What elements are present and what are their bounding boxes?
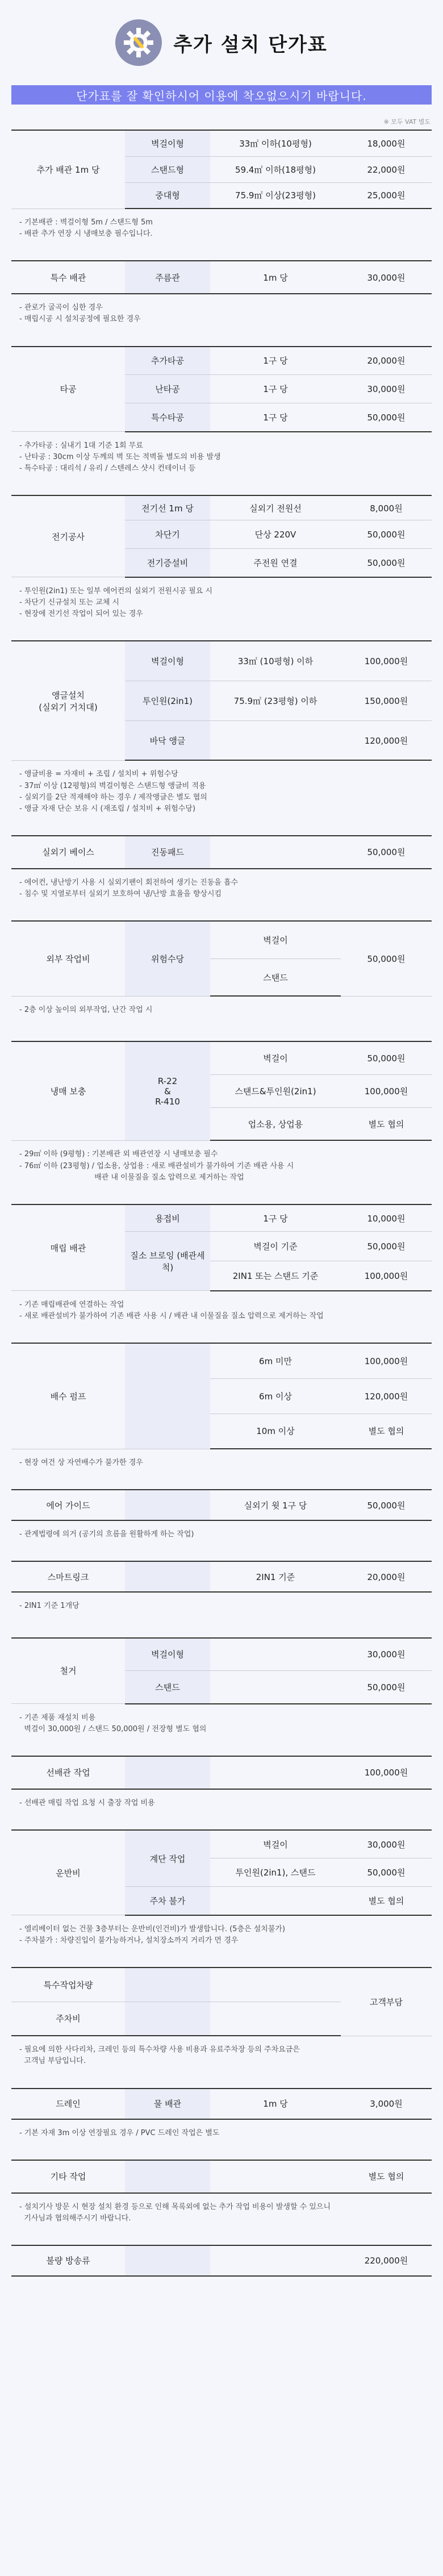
price-cell: 50,000원: [341, 1671, 432, 1704]
price-cell: 120,000원: [341, 1378, 432, 1414]
row-label: 타공: [11, 347, 125, 432]
section-base: [11, 835, 432, 900]
price-cell: 100,000원: [341, 641, 432, 681]
row-label: 매립 배관: [11, 1204, 125, 1291]
price-cell: 50,000원: [341, 921, 432, 996]
price-cell: 8,000원: [341, 495, 432, 520]
spec-cell: 1구 당: [210, 1204, 341, 1232]
spec-cell: 1구 당: [210, 347, 341, 375]
category-cell: 난타공: [125, 375, 210, 403]
spec-cell: 단상 220V: [210, 520, 341, 549]
page-header: [0, 0, 443, 85]
note-line: - 에어컨, 냉난방기 사용 시 실외기팬이 회전하여 생기는 진동을 흡수: [19, 878, 239, 887]
notes: [11, 1449, 432, 1469]
price-cell: 50,000원: [341, 1041, 432, 1074]
spec-cell: 1m 당: [210, 261, 341, 294]
category-cell: [125, 1756, 210, 1789]
section-special-pipe: [11, 260, 432, 325]
spec-cell: 투인원(2in1), 스탠드: [210, 1858, 341, 1887]
note-line: - 차단기 신규설치 또는 교체 시: [19, 598, 120, 607]
notes: [11, 1790, 432, 1809]
price-table: [11, 2088, 432, 2120]
category-cell: 전기증설비: [125, 549, 210, 577]
category-cell: [125, 2160, 210, 2193]
price-cell: 3,000원: [341, 2089, 432, 2119]
notes: [11, 997, 432, 1016]
spec-cell: 벽걸이: [210, 921, 341, 958]
note-line: - 배관 추가 연장 시 냉매보충 필수입니다.: [19, 230, 153, 239]
row-label: 배수 펌프: [11, 1343, 125, 1449]
category-cell: 벽걸이형: [125, 641, 210, 681]
section-pipe: [11, 130, 432, 240]
note-line: - 필요에 의한 사다리차, 크레인 등의 특수차량 사용 비용과 유료주차장 등의 주차요금은 고객님 부담입니다.: [19, 2045, 300, 2066]
row-label: [11, 641, 125, 760]
category-cell: [125, 1490, 210, 1520]
notes: [11, 761, 432, 815]
price-cell: 50,000원: [341, 403, 432, 432]
spec-cell: 2IN1 기준: [210, 1561, 341, 1592]
notes: [11, 209, 432, 240]
price-cell: 100,000원: [341, 1261, 432, 1291]
section-electric: [11, 495, 432, 620]
category-cell: 물 배관: [125, 2089, 210, 2119]
row-label: 냉매 보충: [11, 1041, 125, 1140]
price-table: [11, 1204, 432, 1291]
section-buried-pipe: [11, 1204, 432, 1322]
notes: [11, 1141, 432, 1183]
note-line: - 투인원(2in1) 또는 일부 에어컨의 실외기 전원시공 필요 시: [19, 586, 213, 595]
spec-cell: 59.4㎡ 이하(18평형): [210, 156, 341, 182]
price-cell: 별도 협의: [341, 1887, 432, 1915]
note-line: - 현장에 전기선 작업이 되어 있는 경우: [19, 610, 143, 619]
vat-note: ※ 모두 VAT 별도: [383, 118, 431, 126]
section-transport: [11, 1829, 432, 1946]
row-label: 에어 가이드: [11, 1490, 125, 1520]
section-removal: [11, 1637, 432, 1735]
row-label: 전기공사: [11, 495, 125, 577]
section-special-vehicle: [11, 1967, 432, 2067]
price-table: [11, 2160, 432, 2194]
spec-cell: 1구 당: [210, 375, 341, 403]
spec-cell: 스탠드: [210, 958, 341, 996]
price-table: [11, 920, 432, 997]
notes: [11, 578, 432, 620]
spec-cell: 1m 당: [210, 2089, 341, 2119]
category-cell: 투인원(2in1): [125, 681, 210, 720]
price-cell: 50,000원: [341, 520, 432, 549]
spec-cell: [210, 836, 341, 869]
spec-cell: 75.9㎡ (23평형) 이하: [210, 681, 341, 720]
price-table: [11, 1561, 432, 1593]
spec-cell: 6m 미만: [210, 1343, 341, 1378]
price-table: [11, 495, 432, 578]
notes: [11, 1593, 432, 1612]
spec-cell: 10m 이상: [210, 1414, 341, 1449]
spec-cell: 스탠드&투인원(2in1): [210, 1074, 341, 1107]
spec-cell: [210, 1756, 341, 1789]
row-label: 추가 배관 1m 당: [11, 130, 125, 209]
note-line: - 설치기사 방문 시 현장 설치 환경 등으로 인해 목록외에 없는 추가 작업 비용이 발생할 수 있으니 기사님과 협의해주시기 바랍니다.: [19, 2202, 331, 2223]
price-cell: 30,000원: [341, 1830, 432, 1858]
notes: [11, 869, 432, 900]
price-cell: 30,000원: [341, 1638, 432, 1671]
note-line: - 주차불가 : 차량진입이 불가능하거나, 설치장소까지 거리가 먼 경우: [19, 1936, 239, 1945]
spec-cell: [210, 1638, 341, 1671]
note-line: - 기본 자재 3m 이상 연장필요 경우 / PVC 드레인 작업은 별도: [19, 2128, 220, 2137]
category-cell: 진동패드: [125, 836, 210, 869]
price-cell: 50,000원: [341, 1490, 432, 1520]
price-table: [11, 346, 432, 432]
category-cell: 추가타공: [125, 347, 210, 375]
note-line: - 난타공 : 30cm 이상 두께의 벽 또는 적벽돌 별도의 비용 발생: [19, 452, 221, 461]
category-cell: 용접비: [125, 1204, 210, 1232]
category-cell: 차단기: [125, 520, 210, 549]
row-label: 드레인: [11, 2089, 125, 2119]
spec-cell: [210, 720, 341, 760]
category-cell: [125, 2245, 210, 2276]
price-cell: 22,000원: [341, 156, 432, 182]
price-table: [11, 1343, 432, 1449]
spec-cell: [210, 2160, 341, 2193]
section-etc: [11, 2160, 432, 2224]
row-label: 특수작업차량: [11, 1968, 125, 2002]
section-last: [11, 2245, 432, 2277]
spec-cell: 실외기 전원선: [210, 495, 341, 520]
spec-cell: 벽걸이: [210, 1041, 341, 1074]
row-label-sub: (실외기 거치대): [39, 702, 98, 712]
spec-cell: 75.9㎡ 이상(23평형): [210, 182, 341, 209]
price-table: [11, 1637, 432, 1704]
spec-cell: 2IN1 또는 스탠드 기준: [210, 1261, 341, 1291]
price-cell: 고객부담: [341, 1968, 432, 2036]
price-cell: 18,000원: [341, 130, 432, 156]
price-table: [11, 1489, 432, 1521]
note-line: - 앵글비용 = 자재비 + 조립 / 설치비 + 위험수당: [19, 770, 178, 779]
page-title: 추가 설치 단가표: [173, 33, 328, 56]
spec-cell: [210, 1968, 341, 2002]
section-smart-link: [11, 1561, 432, 1612]
notice-banner: 단가표를 잘 확인하시어 이용에 착오없으시기 바랍니다.: [11, 85, 432, 105]
note-line: - 앵글 자재 단순 보유 시 (재조립 / 설치비 + 위험수당): [19, 804, 196, 813]
notes: [11, 294, 432, 325]
price-table: [11, 1756, 432, 1790]
note-line: - 관로가 굴곡이 심한 경우: [19, 303, 103, 312]
section-angle: [11, 640, 432, 815]
spec-cell: 벽걸이: [210, 1830, 341, 1858]
price-cell: 30,000원: [341, 375, 432, 403]
note-line: - 추가타공 : 실내기 1대 기준 1회 무료: [19, 441, 143, 450]
price-table: [11, 1829, 432, 1916]
price-cell: 50,000원: [341, 549, 432, 577]
spec-cell: 벽걸이 기준: [210, 1232, 341, 1261]
row-label: 스마트링크: [11, 1561, 125, 1592]
spec-cell: 33㎡ (10평형) 이하: [210, 641, 341, 681]
note-line: - 선배관 매립 작업 요청 시 출장 작업 비용: [19, 1798, 155, 1807]
row-label: 기타 작업: [11, 2160, 125, 2193]
price-cell: 별도 협의: [341, 1107, 432, 1140]
section-height-work: [11, 920, 432, 1016]
note-line: - 기본배관 : 벽걸이형 5m / 스탠드형 5m: [19, 218, 153, 227]
category-cell: [125, 1968, 210, 2002]
note-line: - 특수타공 : 대리석 / 유리 / 스텐레스 샷시 컨테이너 등: [19, 464, 196, 473]
price-cell: 30,000원: [341, 261, 432, 294]
note-line: - 새로 배관설비가 불가하여 기존 배관 사용 시 / 배관 내 이물질을 질소 압력으로 제거하는 작업: [19, 1311, 324, 1320]
category-cell: R-22 & R-410: [125, 1041, 210, 1140]
category-cell: 질소 브로잉 (배관세척): [125, 1232, 210, 1291]
category-cell: 주차 불가: [125, 1887, 210, 1915]
category-cell: 벽걸이형: [125, 1638, 210, 1671]
section-drain-pump: [11, 1343, 432, 1469]
row-label: 운반비: [11, 1830, 125, 1915]
category-cell: 계단 작업: [125, 1830, 210, 1887]
price-cell: 50,000원: [341, 1232, 432, 1261]
price-table: [11, 2245, 432, 2277]
spec-cell: [210, 2245, 341, 2276]
category-cell: 위험수당: [125, 921, 210, 996]
spec-cell: 6m 이상: [210, 1378, 341, 1414]
price-cell: 별도 협의: [341, 2160, 432, 2193]
price-cell: 100,000원: [341, 1343, 432, 1378]
section-air-guide: [11, 1489, 432, 1540]
row-label: 실외기 베이스: [11, 836, 125, 869]
price-cell: 100,000원: [341, 1074, 432, 1107]
row-label: 철거: [11, 1638, 125, 1704]
section-drain: [11, 2088, 432, 2139]
row-label: 특수 배관: [11, 261, 125, 294]
category-cell: [125, 1561, 210, 1592]
price-cell: 20,000원: [341, 347, 432, 375]
gear-wrench-icon: [115, 19, 162, 66]
category-cell: [125, 2002, 210, 2036]
note-line: - 관계법령에 의거 (공기의 흐름을 원활하게 하는 작업): [19, 1530, 194, 1539]
price-table: [11, 835, 432, 869]
category-cell: 바닥 앵글: [125, 720, 210, 760]
notes: [11, 2036, 432, 2067]
price-cell: 220,000원: [341, 2245, 432, 2276]
price-cell: 10,000원: [341, 1204, 432, 1232]
price-table: [11, 260, 432, 294]
section-refrigerant: [11, 1041, 432, 1183]
notes: [11, 2194, 432, 2224]
category-cell: 스탠드형: [125, 156, 210, 182]
notes: [11, 1521, 432, 1540]
category-cell: 스탠드: [125, 1671, 210, 1704]
note-line: - 2층 이상 높이의 외부작업, 난간 작업 시: [19, 1006, 153, 1015]
note-line: - 2IN1 기준 1개당: [19, 1602, 80, 1611]
category-cell: 주름관: [125, 261, 210, 294]
price-table: [11, 1967, 432, 2036]
notes: [11, 2120, 432, 2139]
note-line: - 침수 및 지열로부터 실외기 보호하여 냉/난방 효율을 향상시킴: [19, 890, 222, 899]
section-hole: [11, 346, 432, 474]
row-label: 외부 작업비: [11, 921, 125, 996]
row-label: 선배관 작업: [11, 1756, 125, 1789]
category-cell: [125, 1343, 210, 1449]
price-cell: 별도 협의: [341, 1414, 432, 1449]
row-label: 불량 방송류: [11, 2245, 125, 2276]
note-line: - 기존 매립배관에 연결하는 작업: [19, 1300, 124, 1309]
notes: [11, 1916, 432, 1946]
note-line: - 엘리베이터 없는 건물 3층부터는 운반비(인건비)가 발생합니다. (5층은 설치불가): [19, 1924, 286, 1933]
spec-cell: 실외기 윗 1구 당: [210, 1490, 341, 1520]
note-line: - 기존 제품 재설치 비용 벽걸이 30,000원 / 스탠드 50,000원 / 전장형 별도 협의: [19, 1713, 207, 1733]
note-line: - 29㎡ 이하 (9평형) : 기본배관 외 배관연장 시 냉매보충 필수: [19, 1150, 218, 1159]
note-line: - 매립시공 시 설치공정에 필요한 경우: [19, 315, 141, 324]
spec-cell: [210, 2002, 341, 2036]
note-line: - 37㎡ 이상 (12평형)의 벽걸이형은 스탠드형 앵글비 적용: [19, 781, 206, 790]
price-cell: 120,000원: [341, 720, 432, 760]
note-line: - 실외기를 2단 적재해야 하는 경우 / 제작앵글은 별도 협의: [19, 793, 207, 802]
spec-cell: 33㎡ 이하(10평형): [210, 130, 341, 156]
note-line: - 76㎡ 이하 (23평형) / 업소용, 상업용 : 새로 배관설비가 불가하여 기존 배관 사용 시 배관 내 이물질을 질소 압력으로 제거하는 작업: [19, 1161, 294, 1182]
spec-cell: [210, 1671, 341, 1704]
price-cell: 50,000원: [341, 836, 432, 869]
spec-cell: [210, 1887, 341, 1915]
price-table: [11, 130, 432, 209]
price-table: [11, 1041, 432, 1141]
row-label-main: 앵글설치: [52, 690, 85, 701]
notes: [11, 1291, 432, 1322]
row-label: 주차비: [11, 2002, 125, 2036]
category-cell: 벽걸이형: [125, 130, 210, 156]
price-table: [11, 640, 432, 761]
notes: [11, 432, 432, 474]
price-cell: 50,000원: [341, 1858, 432, 1887]
price-cell: 20,000원: [341, 1561, 432, 1592]
note-line: - 현장 여건 상 자연배수가 불가한 경우: [19, 1458, 143, 1468]
notes: [11, 1704, 432, 1735]
spec-cell: 업소용, 상업용: [210, 1107, 341, 1140]
spec-cell: 주전원 연결: [210, 549, 341, 577]
price-cell: 25,000원: [341, 182, 432, 209]
category-cell: 전기선 1m 당: [125, 495, 210, 520]
spec-cell: 1구 당: [210, 403, 341, 432]
price-cell: 100,000원: [341, 1756, 432, 1789]
section-pre-piping: [11, 1756, 432, 1809]
category-cell: 중대형: [125, 182, 210, 209]
price-cell: 150,000원: [341, 681, 432, 720]
category-cell: 특수타공: [125, 403, 210, 432]
